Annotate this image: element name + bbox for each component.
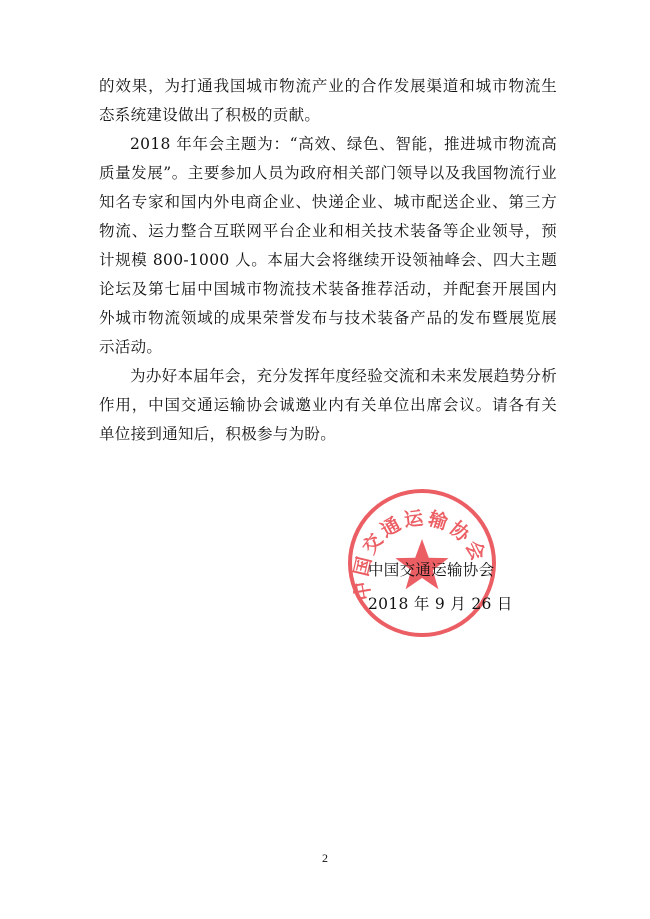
paragraph-continuation: 的效果，为打通我国城市物流产业的合作发展渠道和城市物流生态系统建设做出了积极的贡献。 — [99, 77, 557, 124]
signature-block — [368, 555, 528, 619]
document-body — [99, 72, 557, 449]
paragraph-theme: 2018 年年会主题为：“高效、绿色、智能，推进城市物流高质量发展”。主要参加人员为政府相关部门领导以及我国物流行业知名专家和国内外电商企业、快递企业、城市配送企业、第三方物流、运力整合互联网平台企业和相关技术装备等企业领导，预计规模 800-1000 人。本届大会将继续开设领袖峰会、四大主题论坛及第七届中国城市物流技术装备推荐活动，并配套开展国内外城市物流领域的成果荣誉发布与技术装备产品的发布暨展览展示活动。 — [99, 135, 557, 356]
seal-arc-text: 中国交通运输协会 — [350, 506, 491, 603]
signature-organization: 中国交通运输协会 — [368, 561, 495, 579]
signature-date: 2018 年 9 月 26 日 — [368, 595, 513, 613]
paragraph-invitation: 为办好本届年会，充分发挥年度经验交流和未来发展趋势分析作用，中国交通运输协会诚邀业内有关单位出席会议。请各有关单位接到通知后，积极参与为盼。 — [99, 367, 557, 443]
page-number: 2 — [322, 851, 328, 865]
